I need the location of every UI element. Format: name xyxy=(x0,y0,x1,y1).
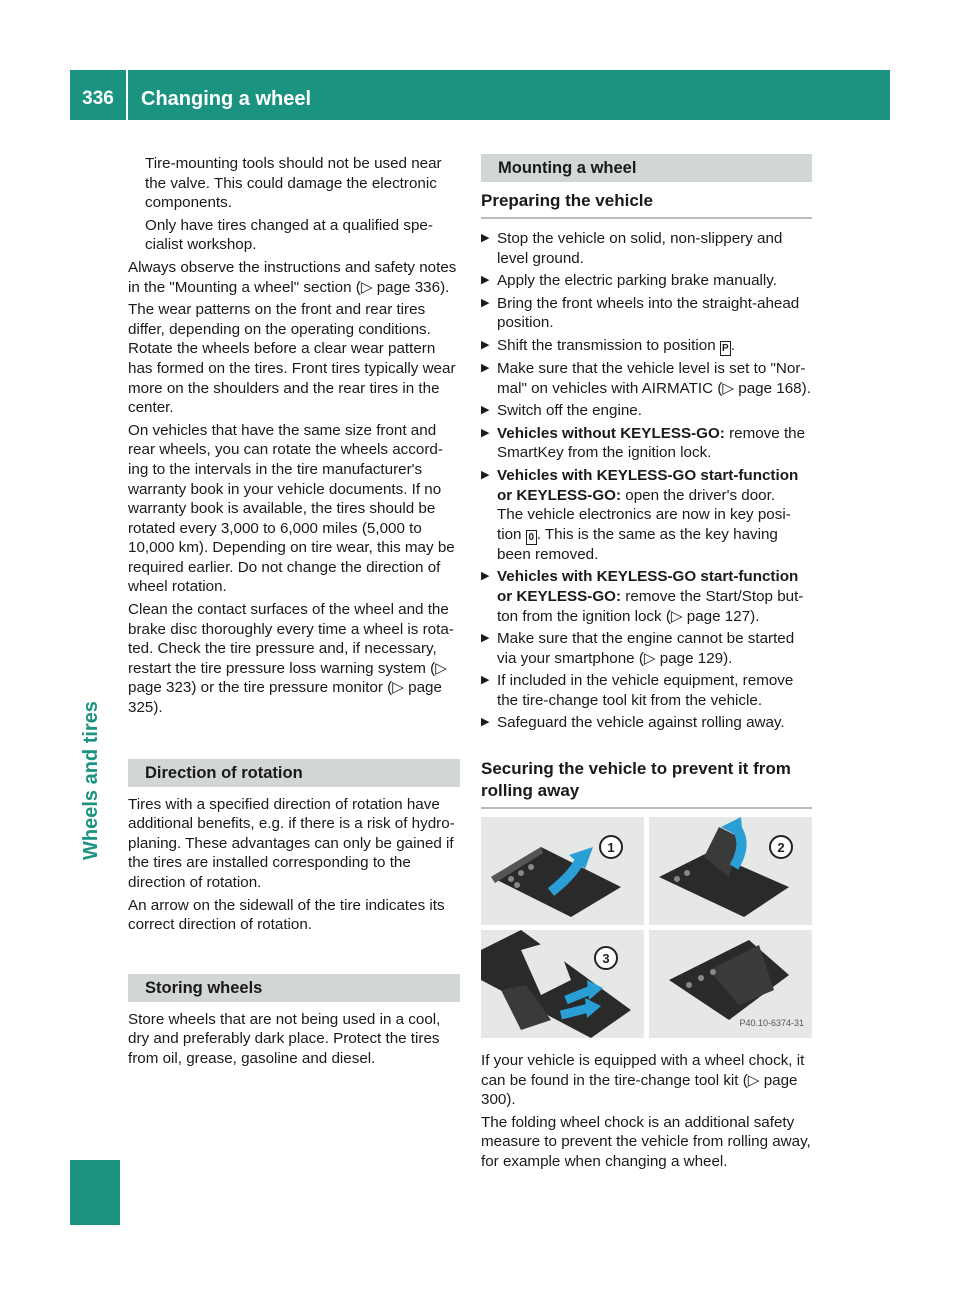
arrow-icon: ▶ xyxy=(481,296,490,309)
list-item: ▶ Stop the vehicle on solid, non-slippery and level ground. xyxy=(481,230,783,267)
figure-panel-3 xyxy=(481,930,644,1038)
arrow-icon: ▶ xyxy=(481,274,490,287)
arrow-icon: ▶ xyxy=(481,570,490,583)
side-tab-marker xyxy=(70,1160,120,1225)
figure-panel-1 xyxy=(481,817,644,925)
section-heading-direction: Direction of rotation xyxy=(128,759,460,787)
figure-panel-4 xyxy=(649,930,812,1038)
callout-3: 3 xyxy=(602,951,610,967)
list-item: ▶ Switch off the engine. xyxy=(481,402,642,420)
paragraph: Tires with a specified direction of rotation have additional benefits, e.g. if there is a risk of hydro-planing. These advantages can only be gained if the tires are installed corresponding to the direction of rotation. xyxy=(128,795,455,891)
list-item: ▶ Bring the front wheels into the straight-ahead position. xyxy=(481,294,800,332)
list-item: ▶ Shift the transmission to position P . xyxy=(481,336,736,354)
list-item: ▶ If included in the vehicle equipment, remove the tire-change tool kit from the vehicle. xyxy=(481,672,794,709)
paragraph: Store wheels that are not being used in a cool, dry and preferably dark place. Protect the tires from oil, grease, gasoline and diesel. xyxy=(128,1010,441,1067)
arrow-icon: ▶ xyxy=(481,716,490,729)
arrow-icon: ▶ xyxy=(481,426,490,439)
subheading-preparing: Preparing the vehicle xyxy=(481,190,812,219)
paragraph: On vehicles that have the same size front and rear wheels, you can rotate the wheels accord-ing to the intervals in the tire manufacturer's warranty book in your vehicle documents. If no warranty book is available, the tires should be rotated every 3,000 to 6,000 miles (5,000 to 10,000 km). Depending on tire wear, this may be required earlier. Do not change the direction of wheel rotation. xyxy=(128,421,455,596)
key-position-0-icon: 0 xyxy=(526,530,537,545)
list-item: ▶ Make sure that the vehicle level is set to "Nor-mal" on vehicles with AIRMATIC (▷ page 168). xyxy=(481,359,811,397)
callout-2: 2 xyxy=(777,840,785,856)
side-tab-label: Wheels and tires xyxy=(80,701,102,860)
wheel-chock-figure xyxy=(481,817,812,1038)
list-item: ▶ Vehicles with KEYLESS-GO start-function or KEYLESS-GO: remove the Start/Stop but-ton from the ignition lock (▷ page 127). xyxy=(481,568,804,625)
step-list xyxy=(481,229,812,733)
arrow-icon: ▶ xyxy=(481,361,490,374)
paragraph: Always observe the instructions and safety notes in the "Mounting a wheel" section (▷ page 336). xyxy=(128,258,457,296)
page-number: 336 xyxy=(82,88,114,109)
arrow-icon: ▶ xyxy=(481,232,490,244)
paragraph: The wear patterns on the front and rear tires differ, depending on the operating conditions. Rotate the wheels before a clear wear pattern has formed on the tires. Front tires typically wear more on the shoulders and the rear tires in the center. xyxy=(128,301,456,417)
arrow-icon: ▶ xyxy=(481,468,490,481)
figure-code: P40.10-6374-31 xyxy=(739,1018,804,1029)
intro-note: Only have tires changed at a qualified spe-cialist workshop. xyxy=(145,216,433,254)
paragraph: An arrow on the sidewall of the tire indicates its correct direction of rotation. xyxy=(128,896,445,934)
list-item: ▶ Apply the electric parking brake manually. xyxy=(481,272,777,290)
gear-position-p-icon: P xyxy=(720,341,731,356)
arrow-icon: ▶ xyxy=(481,632,490,645)
right-column xyxy=(481,154,812,1175)
list-item: ▶ Vehicles without KEYLESS-GO: remove the SmartKey from the ignition lock. xyxy=(481,424,806,462)
intro-note: Tire-mounting tools should not be used near the valve. This could damage the electronic components. xyxy=(145,155,442,212)
left-column xyxy=(128,154,460,1072)
section-heading-mounting: Mounting a wheel xyxy=(481,154,812,182)
paragraph: Clean the contact surfaces of the wheel and the brake disc thoroughly every time a wheel is rota-ted. Check the tire pressure and, if necessary, restart the tire pressure loss warning system (▷ page 323) or the tire pressure monitor (▷ page 325). xyxy=(128,601,454,717)
paragraph: If your vehicle is equipped with a wheel chock, it can be found in the tire-change tool kit (▷ page 300). xyxy=(481,1052,805,1109)
header-divider xyxy=(126,70,128,120)
arrow-icon: ▶ xyxy=(481,674,490,687)
list-item: ▶ Safeguard the vehicle against rolling away. xyxy=(481,714,785,732)
arrow-icon: ▶ xyxy=(481,338,490,351)
list-item: ▶ Make sure that the engine cannot be started via your smartphone (▷ page 129). xyxy=(481,630,795,667)
figure-panel-2 xyxy=(649,817,812,925)
subheading-securing: Securing the vehicle to prevent it from rolling away xyxy=(481,758,812,809)
page-header xyxy=(70,70,890,120)
chapter-title: Changing a wheel xyxy=(141,88,312,110)
section-heading-storing: Storing wheels xyxy=(128,974,460,1002)
paragraph: The folding wheel chock is an additional safety measure to prevent the vehicle from rolling away, for example when changing a wheel. xyxy=(481,1113,811,1171)
callout-1: 1 xyxy=(607,840,615,856)
list-item: ▶ Vehicles with KEYLESS-GO start-function or KEYLESS-GO: open the driver's door. The vehicle electronics are now in key posi-tion 0 . This is the same as the key having been removed. xyxy=(481,466,799,563)
arrow-icon: ▶ xyxy=(481,404,490,417)
